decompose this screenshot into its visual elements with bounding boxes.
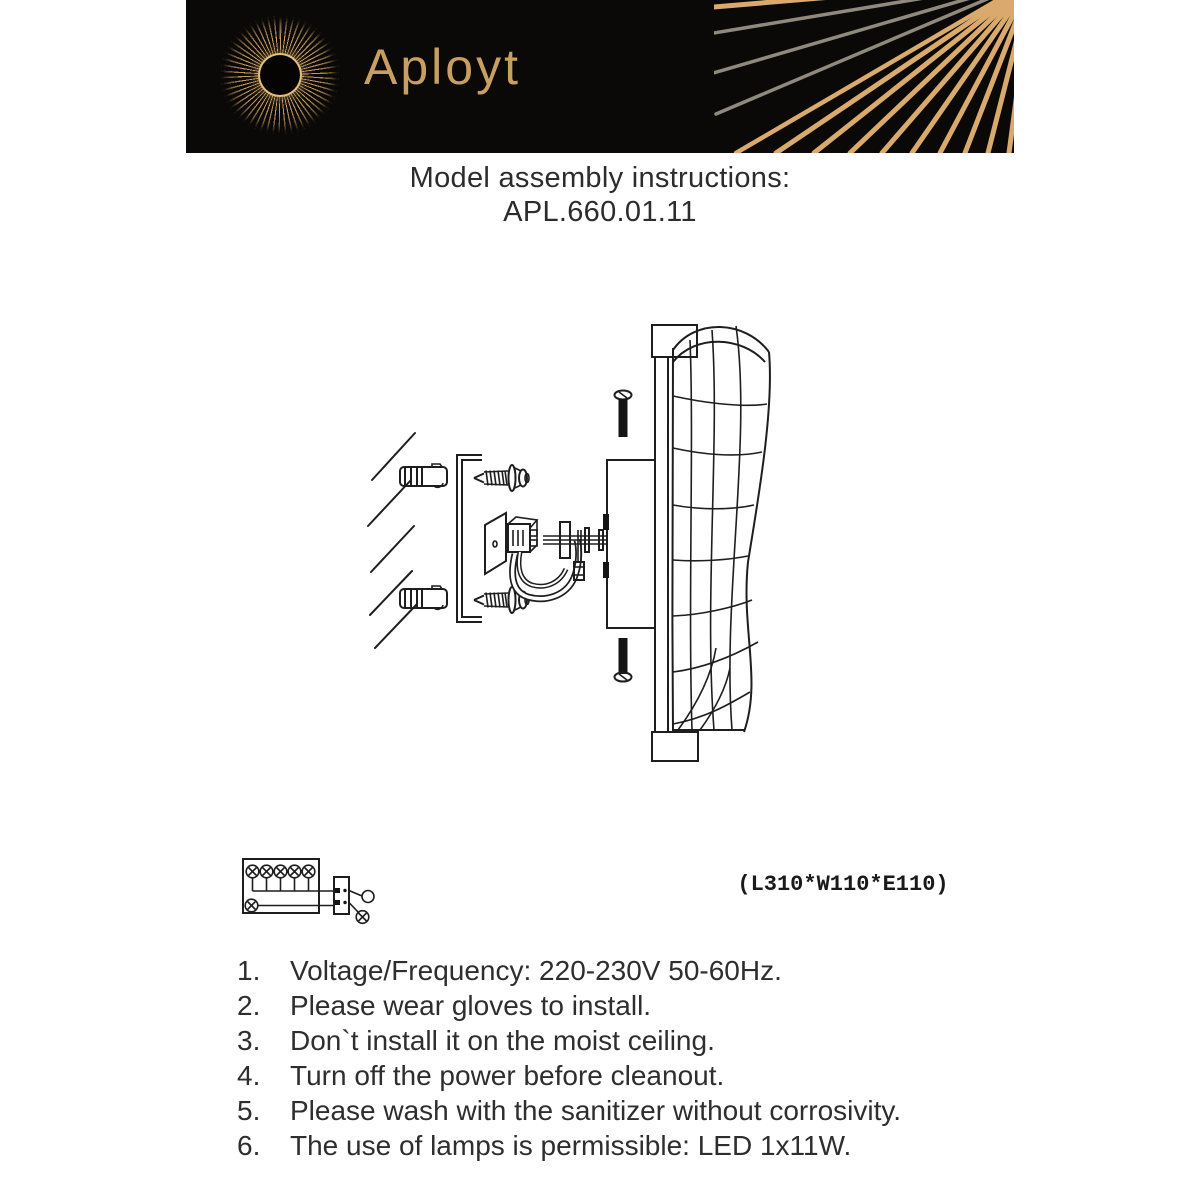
instruction-number: 3. [237, 1025, 261, 1056]
instruction-number: 4. [237, 1060, 261, 1091]
instruction-text: Turn off the power before cleanout. [290, 1060, 725, 1091]
brand-banner [186, 0, 1014, 153]
rays-decoration-icon [714, 0, 1014, 153]
assembly-diagram [360, 300, 780, 780]
instruction-number: 2. [237, 990, 261, 1021]
instruction-list [237, 953, 901, 1163]
wall-hatch-lines [368, 433, 417, 648]
page-title: Model assembly instructions: [409, 162, 791, 194]
mounting-plate [603, 460, 655, 628]
cable-loop [513, 540, 579, 599]
lamp-symbol [349, 891, 374, 903]
instruction-text: Please wash with the sanitizer without corrosivity. [290, 1095, 902, 1126]
terminal-connector [334, 877, 349, 914]
connector-block [508, 517, 537, 552]
wiring-diagram [235, 850, 400, 945]
vertical-screw-bottom [615, 638, 632, 682]
instruction-text: Please wear gloves to install. [290, 990, 652, 1021]
ground-screw [245, 899, 334, 912]
instruction-item [237, 1093, 901, 1128]
brand-name: Aployt [364, 39, 521, 95]
vertical-screw-top [615, 391, 632, 438]
instruction-number: 5. [237, 1095, 261, 1126]
terminal-screws [246, 865, 334, 891]
instruction-item [237, 988, 901, 1023]
lamp-shade [672, 326, 770, 732]
instruction-item [237, 1023, 901, 1058]
instruction-item [237, 953, 901, 988]
instruction-number: 6. [237, 1130, 261, 1161]
instruction-text: The use of lamps is permissible: LED 1x11W. [290, 1130, 852, 1161]
threaded-rod [543, 522, 607, 580]
instruction-number: 1. [237, 955, 261, 986]
instruction-text: Voltage/Frequency: 220-230V 50-60Hz. [290, 955, 782, 986]
sunburst-center-disc [260, 55, 300, 95]
earth-terminal [349, 903, 369, 924]
sunburst-logo-icon [221, 16, 339, 134]
instruction-text: Don`t install it on the moist ceiling. [290, 1025, 715, 1056]
wall-anchor-bottom [400, 586, 447, 609]
model-number: APL.660.01.11 [503, 196, 697, 228]
dimensions-label: (L310*W110*E110) [737, 872, 949, 897]
instruction-item [237, 1128, 901, 1163]
fixing-screw-top [474, 465, 529, 491]
instruction-item [237, 1058, 901, 1093]
title-block [0, 161, 1200, 229]
junction-plate [485, 513, 506, 574]
